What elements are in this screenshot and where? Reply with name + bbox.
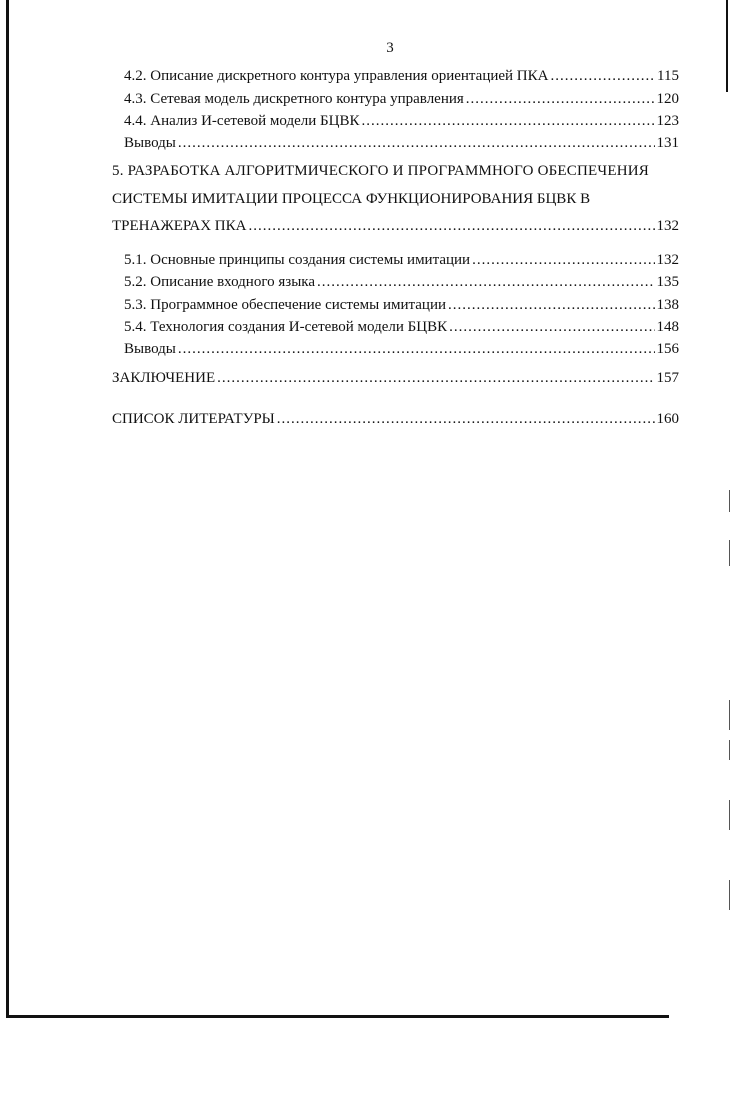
scan-edge-mark (729, 490, 730, 512)
toc-entry-page: 123 (656, 113, 679, 129)
toc-entry-title: 5.4. Технология создания И-сетевой модели БЦВК (124, 319, 448, 335)
dot-leader (317, 273, 655, 291)
toc-entry-title: 4.4. Анализ И-сетевой модели БЦВК (124, 113, 360, 129)
dot-leader (178, 134, 655, 152)
scan-edge-mark (729, 700, 730, 730)
toc-entry-title: 4.3. Сетевая модель дискретного контура управления (124, 91, 464, 107)
toc-entry (124, 251, 679, 269)
toc-entry-title: ЗАКЛЮЧЕНИЕ (112, 370, 216, 386)
scan-edge-mark (729, 800, 730, 830)
toc-entry-title: 5.2. Описание входного языка (124, 274, 315, 290)
toc-entry (124, 273, 679, 291)
dot-leader (217, 369, 654, 387)
scan-edge-mark (729, 540, 730, 566)
toc-entry-title: 5.1. Основные принципы создания системы имитации (124, 252, 471, 268)
toc-entry-page: 135 (656, 274, 679, 290)
toc-entry (124, 112, 679, 130)
toc-entry-page: 157 (656, 370, 679, 386)
toc-entry (124, 296, 679, 314)
toc-entry-title: 5.3. Программное обеспечение системы имитации (124, 297, 446, 313)
chapter-heading-line-2: СИСТЕМЫ ИМИТАЦИИ ПРОЦЕССА ФУНКЦИОНИРОВАНИЯ БЦВК В (112, 191, 591, 207)
toc-entry-page: 132 (656, 252, 679, 268)
dot-leader (178, 340, 655, 358)
toc-entry (124, 318, 679, 336)
toc-entry (124, 67, 679, 85)
dot-leader (449, 318, 654, 336)
toc-entry-page: 156 (656, 341, 679, 357)
dot-leader (277, 410, 655, 428)
toc-entry-title: СПИСОК ЛИТЕРАТУРЫ (112, 411, 275, 427)
toc-entry-title: ТРЕНАЖЕРАХ ПКА (112, 218, 247, 234)
toc-entry-title: Выводы (124, 341, 176, 357)
toc-references (112, 410, 679, 428)
toc-entry (124, 90, 679, 108)
scan-edge-mark (729, 880, 730, 910)
toc-entry-page: 115 (657, 68, 679, 84)
toc-entry (124, 134, 679, 152)
dot-leader (248, 217, 654, 235)
scan-bottom-rule (6, 1015, 669, 1018)
toc-entry-title: Выводы (124, 135, 176, 151)
toc-entry-page: 120 (656, 91, 679, 107)
toc-conclusion (112, 369, 679, 387)
dot-leader (361, 112, 654, 130)
chapter-heading-line-3 (112, 217, 679, 235)
toc-entry-page: 132 (656, 218, 679, 234)
scan-left-border (6, 0, 9, 1018)
scan-edge-mark (729, 740, 730, 760)
dot-leader (466, 90, 655, 108)
toc-entry (124, 340, 679, 358)
toc-entry-page: 131 (656, 135, 679, 151)
dot-leader (550, 67, 655, 85)
dot-leader (472, 251, 654, 269)
toc-entry-page: 148 (656, 319, 679, 335)
chapter-heading-line-1: 5. РАЗРАБОТКА АЛГОРИТМИЧЕСКОГО И ПРОГРАММНОГО ОБЕСПЕЧЕНИЯ (112, 163, 649, 179)
toc-entry-page: 160 (656, 411, 679, 427)
page-number: 3 (386, 40, 394, 56)
toc-entry-title: 4.2. Описание дискретного контура управления ориентацией ПКА (124, 68, 549, 84)
dot-leader (448, 296, 655, 314)
toc-entry-page: 138 (656, 297, 679, 313)
